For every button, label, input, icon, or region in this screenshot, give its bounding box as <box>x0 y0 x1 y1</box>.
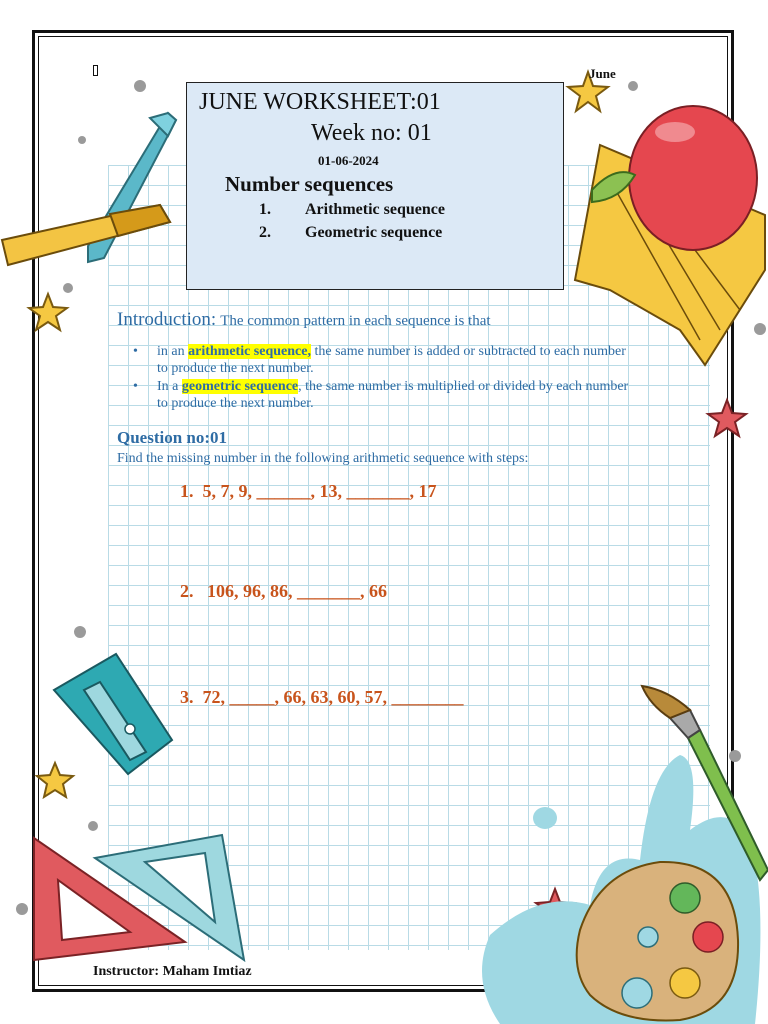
sequence-problem: 1. 5, 7, 9, ______, 13, _______, 17 <box>180 481 437 501</box>
highlighted-term: geometric sequence <box>181 379 299 394</box>
subtopic-label: Arithmetic sequence <box>305 201 445 218</box>
worksheet-title: JUNE WORKSHEET:01 <box>199 89 441 115</box>
week-number: Week no: 01 <box>311 120 432 146</box>
subtopic-item <box>259 201 445 219</box>
highlighted-term: arithmetic sequence, <box>188 344 311 359</box>
sequence-problem: 2. 106, 96, 86, _______, 66 <box>180 581 387 601</box>
question-heading: Question no:01 <box>117 428 228 447</box>
topic-heading: Number sequences <box>225 172 394 196</box>
introduction-text: The common pattern in each sequence is that <box>220 313 491 329</box>
list-item: • In a geometric sequence, the same number is multiplied or divided by each number to produce the next number. <box>133 379 629 411</box>
sharpener-icon <box>54 654 172 774</box>
corner-checkbox-mark <box>93 65 98 76</box>
introduction <box>117 309 637 331</box>
sequence-problem: 3. 72, _____, 66, 63, 60, 57, ________ <box>180 687 464 707</box>
subtopic-number: 2. <box>259 224 271 241</box>
definition-list <box>133 343 633 413</box>
month-mark: June <box>589 66 616 81</box>
list-item: • in an arithmetic sequence, the same number is added or subtracted to each number to produce the next number. <box>133 344 626 376</box>
introduction-heading: Introduction: <box>117 309 217 330</box>
subtopic-number: 1. <box>259 201 271 218</box>
set-square-icon <box>34 835 244 960</box>
bullet-icon: • <box>133 379 138 394</box>
question-instruction: Find the missing number in the following arithmetic sequence with steps: <box>117 451 529 466</box>
crayon-icon <box>2 205 170 265</box>
bullet-icon: • <box>133 344 138 359</box>
instructor-name: Instructor: Maham Imtiaz <box>93 964 252 979</box>
subtopic-item <box>259 224 442 242</box>
title-box <box>186 82 564 290</box>
worksheet-date: 01-06-2024 <box>318 153 379 168</box>
subtopic-label: Geometric sequence <box>305 224 443 241</box>
